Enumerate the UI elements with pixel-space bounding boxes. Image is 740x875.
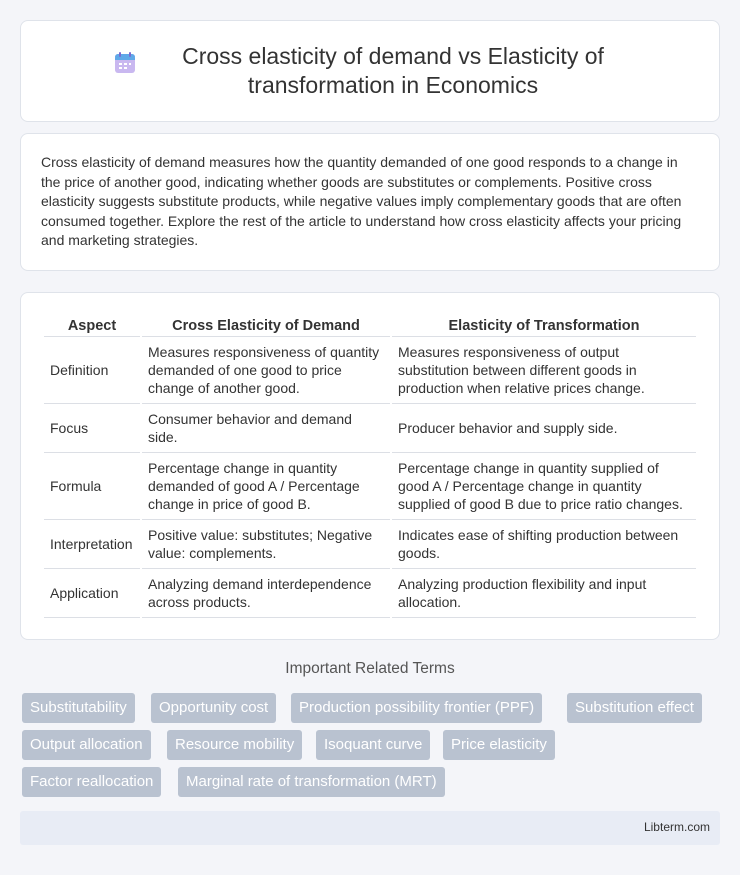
tag-output-allocation[interactable]: Output allocation: [22, 730, 151, 760]
row-elasticity-transformation: Indicates ease of shifting production between goods.: [392, 520, 696, 569]
row-cross-elasticity: Positive value: substitutes; Negative value: complements.: [142, 520, 390, 569]
page-title: Cross elasticity of demand vs Elasticity of transformation in Economics: [182, 43, 604, 98]
table-row: [44, 520, 696, 569]
table-card: [20, 292, 720, 640]
row-cross-elasticity: Percentage change in quantity demanded of good A / Percentage change in price of good B.: [142, 453, 390, 520]
row-aspect: Interpretation: [44, 520, 140, 569]
table-row: [44, 569, 696, 618]
tag-opportunity-cost[interactable]: Opportunity cost: [151, 693, 276, 723]
row-aspect: Focus: [44, 404, 140, 453]
table-row: [44, 453, 696, 520]
title-wrap: [112, 42, 628, 100]
footer-site-link[interactable]: Libterm.com: [643, 820, 710, 834]
row-cross-elasticity: Measures responsiveness of quantity demanded of one good to price change of another good.: [142, 337, 390, 404]
row-aspect: Formula: [44, 453, 140, 520]
comparison-table: [42, 315, 698, 618]
row-aspect: Definition: [44, 337, 140, 404]
row-aspect: Application: [44, 569, 140, 618]
header-card: [20, 20, 720, 122]
header-elasticity-transformation: Elasticity of Transformation: [392, 315, 696, 337]
row-elasticity-transformation: Analyzing production flexibility and input allocation.: [392, 569, 696, 618]
header-aspect: Aspect: [44, 315, 140, 337]
table-row: [44, 337, 696, 404]
tag-price-elasticity[interactable]: Price elasticity: [443, 730, 555, 760]
tag-substitution-effect[interactable]: Substitution effect: [567, 693, 702, 723]
row-elasticity-transformation: Percentage change in quantity supplied of good A / Percentage change in quantity supplied of good B due to price ratio changes.: [392, 453, 696, 520]
related-terms-title: Important Related Terms: [285, 660, 455, 677]
tag-ppf[interactable]: Production possibility frontier (PPF): [291, 693, 542, 723]
row-elasticity-transformation: Measures responsiveness of output substitution between different goods in production when relative prices change.: [392, 337, 696, 404]
table-header-row: [44, 315, 696, 337]
calendar-icon: [112, 50, 138, 76]
tag-substitutability[interactable]: Substitutability: [22, 693, 135, 723]
tag-mrt[interactable]: Marginal rate of transformation (MRT): [178, 767, 445, 797]
tag-factor-reallocation[interactable]: Factor reallocation: [22, 767, 161, 797]
intro-text: Cross elasticity of demand measures how the quantity demanded of one good responds to a change in the price of another good, indicating whether goods are substitutes or complements. Positive cross elasticity suggests substitute products, while negative values imply complementary goods that are often consumed together. Explore the rest of the article to understand how cross elasticity affects your pricing and marketing strategies.: [41, 154, 682, 249]
intro-card: [20, 133, 720, 271]
header-cross-elasticity: Cross Elasticity of Demand: [142, 315, 390, 337]
row-cross-elasticity: Consumer behavior and demand side.: [142, 404, 390, 453]
footer: [20, 811, 720, 845]
row-cross-elasticity: Analyzing demand interdependence across products.: [142, 569, 390, 618]
table-row: [44, 404, 696, 453]
tag-resource-mobility[interactable]: Resource mobility: [167, 730, 302, 760]
tag-isoquant-curve[interactable]: Isoquant curve: [316, 730, 430, 760]
row-elasticity-transformation: Producer behavior and supply side.: [392, 404, 696, 453]
